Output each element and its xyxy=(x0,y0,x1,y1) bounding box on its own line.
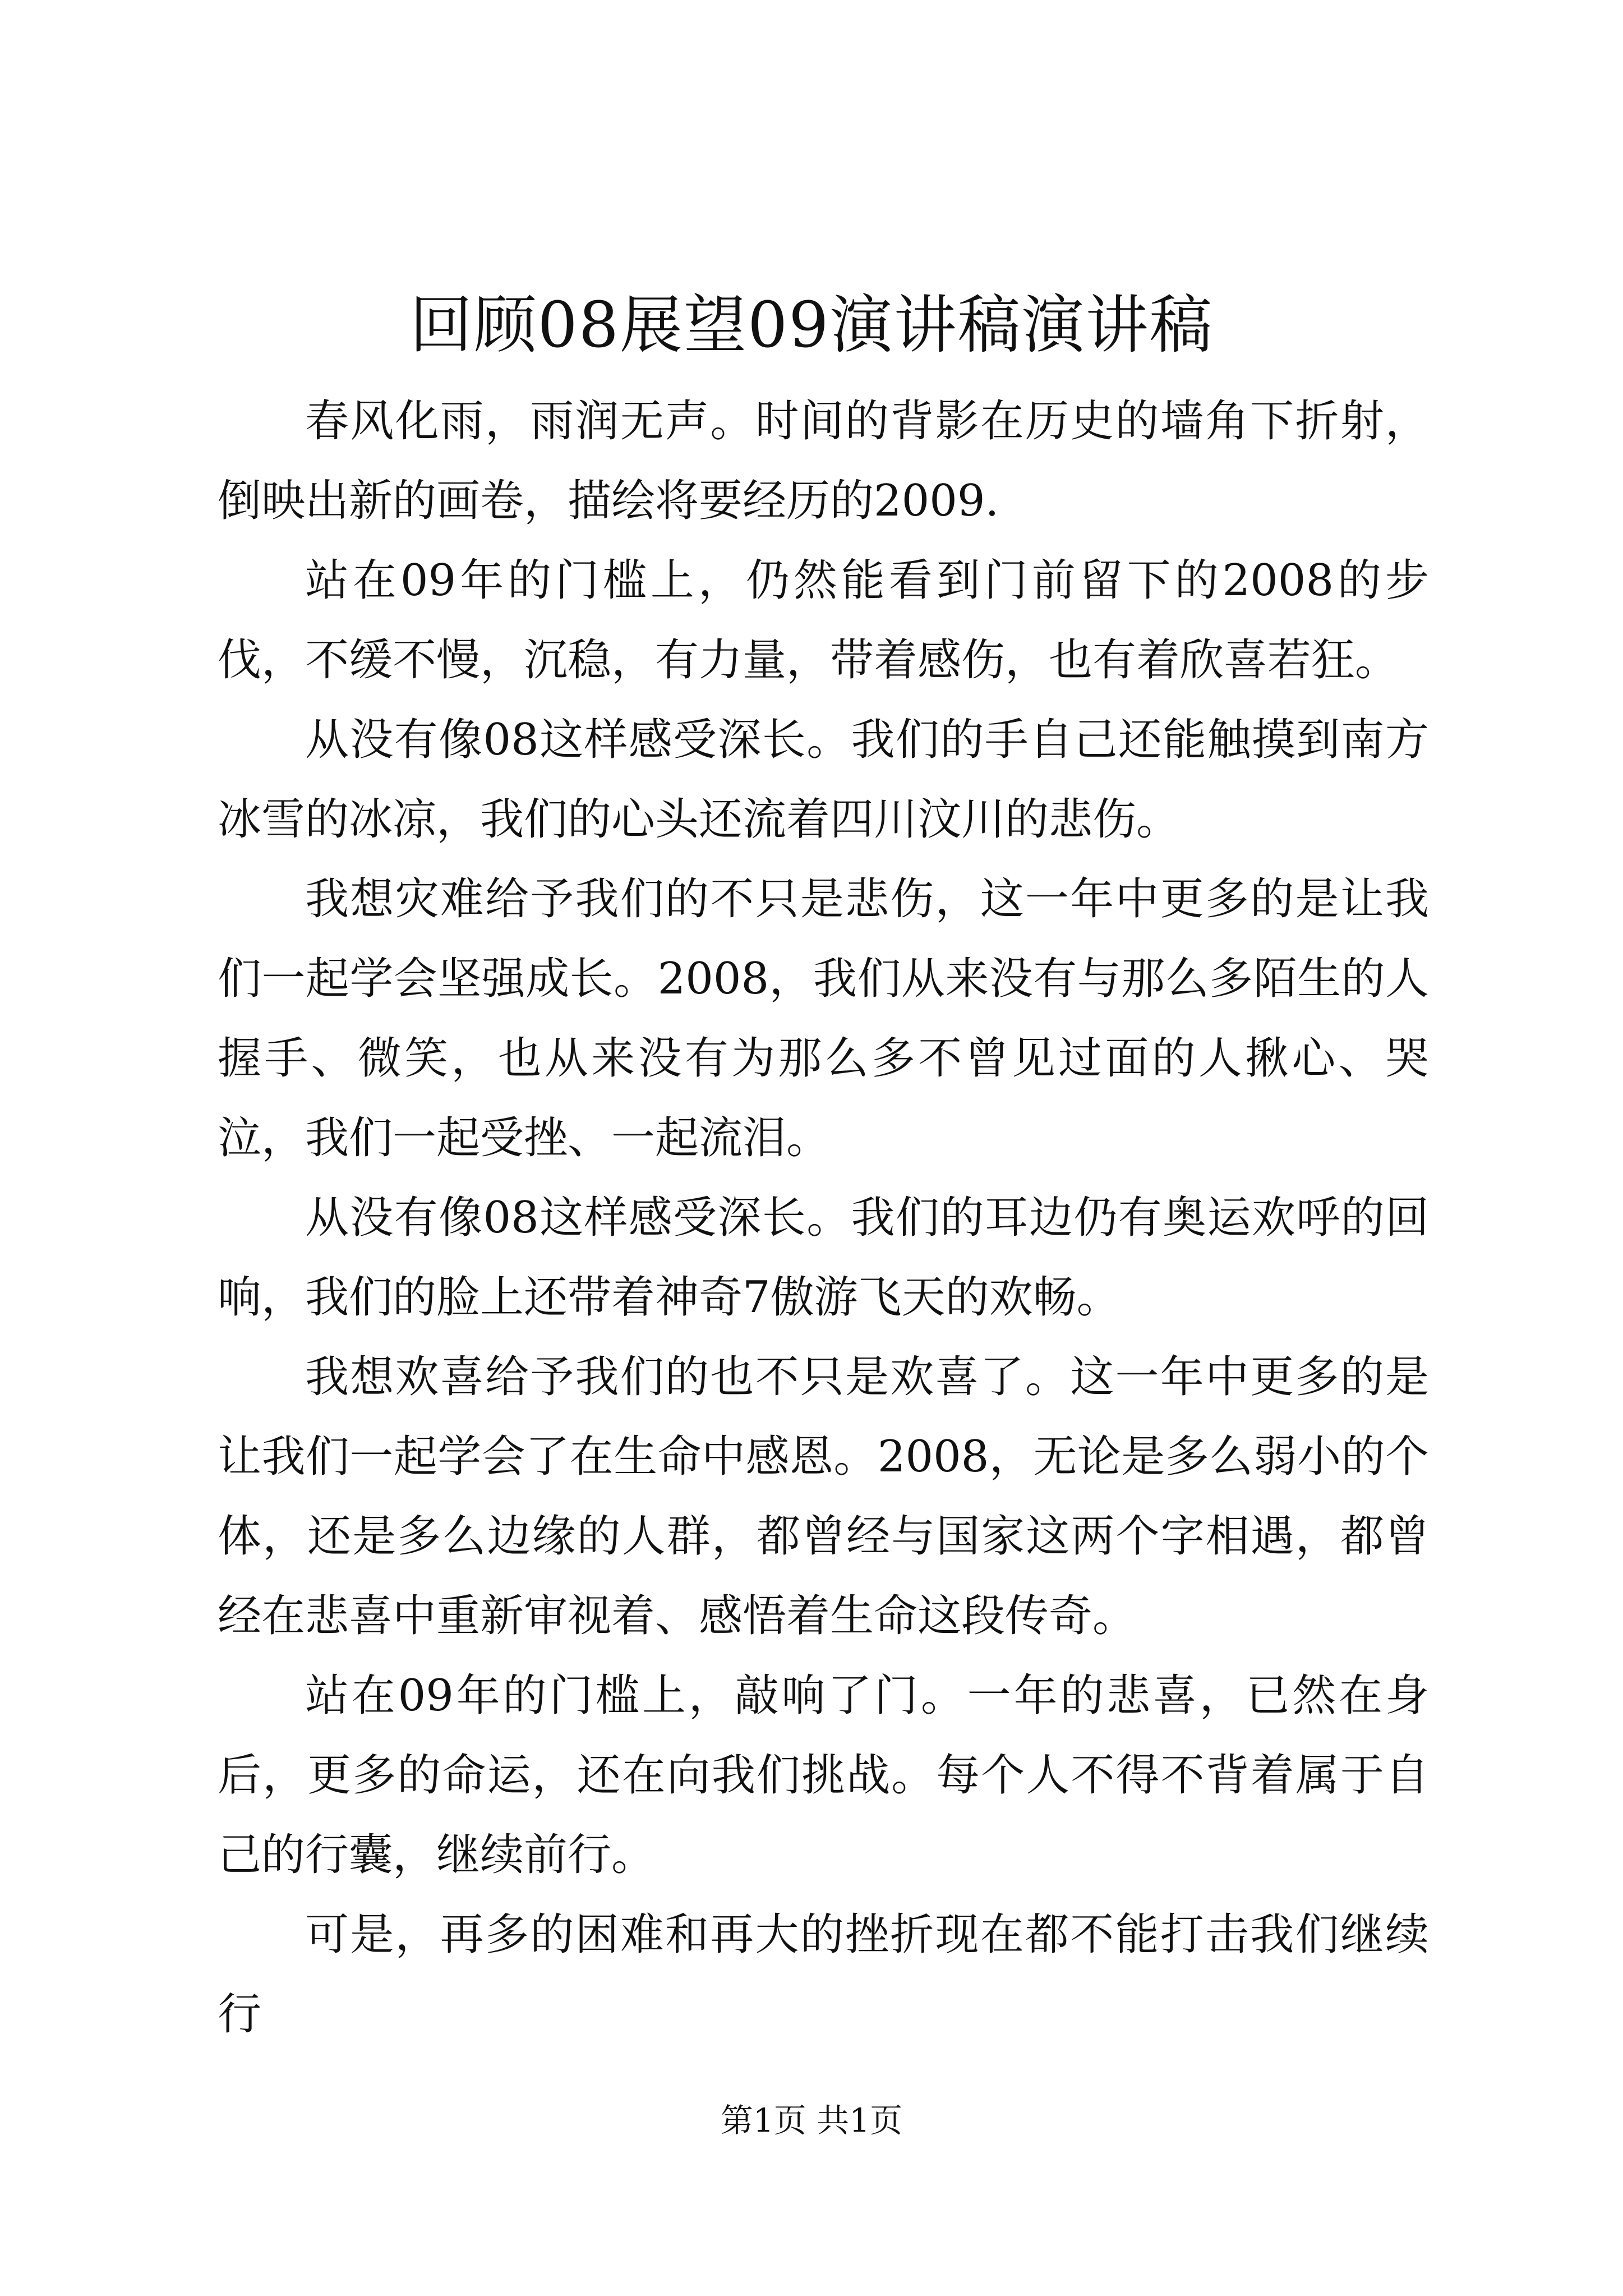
document-body xyxy=(218,381,1429,2054)
page-footer: 第1页 共1页 xyxy=(720,2101,903,2139)
paragraph: 从没有像08这样感受深长。我们的耳边仍有奥运欢呼的回响，我们的脸上还带着神奇7傲游飞天的欢畅。 xyxy=(218,1193,1429,1323)
document-title: 回顾08展望09演讲稿演讲稿 xyxy=(409,289,1214,362)
paragraph: 我想欢喜给予我们的也不只是欢喜了。这一年中更多的是让我们一起学会了在生命中感恩。2008，无论是多么弱小的个体，还是多么边缘的人群，都曾经与国家这两个字相遇，都曾经在悲喜中重新审视着、感悟着生命这段传奇。 xyxy=(218,1352,1429,1641)
paragraph: 春风化雨，雨润无声。时间的背影在历史的墙角下折射，倒映出新的画卷，描绘将要经历的2009. xyxy=(218,396,1429,526)
paragraph: 站在09年的门槛上，仍然能看到门前留下的2008的步伐，不缓不慢，沉稳，有力量，带着感伤，也有着欣喜若狂。 xyxy=(218,555,1429,685)
paragraph: 我想灾难给予我们的不只是悲伤，这一年中更多的是让我们一起学会坚强成长。2008，我们从来没有与那么多陌生的人握手、微笑，也从来没有为那么多不曾见过面的人揪心、哭泣，我们一起受挫、一起流泪。 xyxy=(218,874,1429,1163)
paragraph: 站在09年的门槛上，敲响了门。一年的悲喜，已然在身后，更多的命运，还在向我们挑战。每个人不得不背着属于自己的行囊，继续前行。 xyxy=(218,1671,1429,1880)
paragraph: 可是，再多的困难和再大的挫折现在都不能打击我们继续行 xyxy=(218,1910,1429,2040)
paragraph: 从没有像08这样感受深长。我们的手自己还能触摸到南方冰雪的冰凉，我们的心头还流着四川汶川的悲伤。 xyxy=(218,715,1429,845)
